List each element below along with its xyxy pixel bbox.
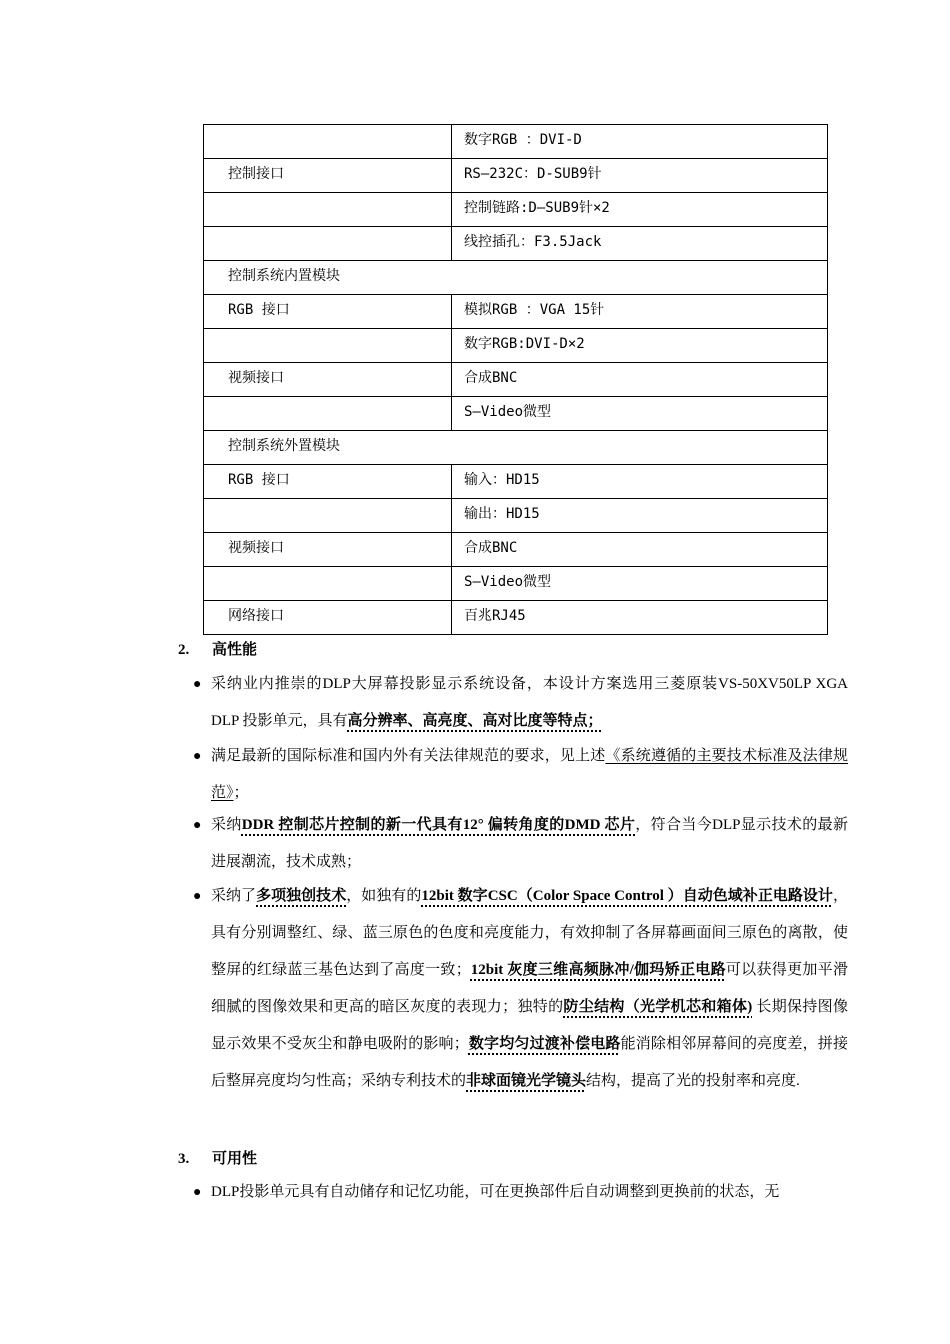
table-row xyxy=(204,601,828,635)
section-title: 高性能 xyxy=(212,640,258,658)
bullet-text: DLP投影单元具有自动储存和记忆功能，可在更换部件后自动调整到更换前的状态，无 xyxy=(211,1184,780,1200)
bullet-text: 可以获得更加平滑细腻的图像效果和更高的暗区灰度的表现力；独特的 xyxy=(211,962,848,1015)
table-cell-label xyxy=(204,567,452,601)
bullet-text: 采纳 xyxy=(211,817,242,833)
table-cell-value: RS—232C：D-SUB9针 xyxy=(452,159,828,193)
bullet-item xyxy=(193,666,848,740)
table-cell-label xyxy=(204,329,452,363)
table-row xyxy=(204,397,828,431)
table-cell-label xyxy=(204,125,452,159)
table-cell-value: 输出：HD15 xyxy=(452,499,828,533)
emphasis-text: 12bit 数字CSC（Color Space Control ）自动色域补正电路设计 xyxy=(421,888,833,904)
table-cell-value: 线控插孔：F3.5Jack xyxy=(452,227,828,261)
table-section-title: 控制系统内置模块 xyxy=(204,261,828,295)
table-section-row xyxy=(204,261,828,295)
table-row xyxy=(204,363,828,397)
table-row xyxy=(204,193,828,227)
table-row xyxy=(204,499,828,533)
emphasis-text: DDR 控制芯片控制的新一代具有12° 偏转角度的DMD 芯片 xyxy=(241,817,636,833)
table-cell-value: 输入：HD15 xyxy=(452,465,828,499)
table-cell-label xyxy=(204,193,452,227)
table-row xyxy=(204,295,828,329)
section-number: 2. xyxy=(178,642,190,658)
interface-spec-table xyxy=(203,124,828,635)
bullet-text: ； xyxy=(233,785,249,801)
table-cell-value: 数字RGB ：DVI-D xyxy=(452,125,828,159)
table-cell-value: 控制链路:D—SUB9针×2 xyxy=(452,193,828,227)
table-cell-value: 模拟RGB ：VGA 15针 xyxy=(452,295,828,329)
table-cell-label xyxy=(204,499,452,533)
bullet-item xyxy=(193,807,848,881)
bullet-dot-icon: ● xyxy=(193,889,202,904)
emphasis-text: 多项独创技术 xyxy=(256,888,347,904)
table-cell-label: 控制接口 xyxy=(204,159,452,193)
bullet-text: 长期保持图像显示效果不受灰尘和静电吸附的影响； xyxy=(211,999,848,1052)
emphasis-text: 防尘结构（光学机芯和箱体) xyxy=(563,999,753,1015)
table-row xyxy=(204,567,828,601)
section-heading-performance xyxy=(178,637,257,662)
section-heading-availability xyxy=(178,1146,257,1171)
table-cell-label: RGB 接口 xyxy=(204,465,452,499)
table-cell-value: 数字RGB:DVI-D×2 xyxy=(452,329,828,363)
bullet-item xyxy=(193,878,848,1100)
bullet-text: ，如独有的 xyxy=(346,888,422,904)
table-row xyxy=(204,159,828,193)
bullet-dot-icon: ● xyxy=(193,749,202,764)
reference-link[interactable]: 《系统遵循的主要技术标准及法律规范》 xyxy=(211,748,848,801)
table-cell-value: 合成BNC xyxy=(452,363,828,397)
section-title: 可用性 xyxy=(212,1149,258,1167)
table-section-row xyxy=(204,431,828,465)
section-number: 3. xyxy=(178,1151,190,1167)
table-cell-label: RGB 接口 xyxy=(204,295,452,329)
table-cell-label: 网络接口 xyxy=(204,601,452,635)
emphasis-text: 高分辨率、高亮度、高对比度等特点； xyxy=(347,713,603,729)
table-row xyxy=(204,125,828,159)
bullet-dot-icon: ● xyxy=(193,818,202,833)
table-cell-label: 视频接口 xyxy=(204,533,452,567)
bullet-text: 采纳了 xyxy=(211,888,257,904)
table-row xyxy=(204,227,828,261)
bullet-item xyxy=(193,1174,848,1211)
bullet-text: ，具有分别调整红、绿、蓝三原色的色度和亮度能力，有效抑制了各屏幕画面间三原色的离散，使整屏的红绿蓝三基色达到了高度一致； xyxy=(211,888,848,978)
table-section-title: 控制系统外置模块 xyxy=(204,431,828,465)
emphasis-text: 非球面镜光学镜头 xyxy=(466,1073,587,1089)
table-cell-label xyxy=(204,397,452,431)
bullet-text: 结构，提高了光的投射率和亮度. xyxy=(586,1073,800,1089)
table-cell-value: S—Video微型 xyxy=(452,567,828,601)
table-row xyxy=(204,329,828,363)
bullet-text: 采纳业内推崇的DLP大屏幕投影显示系统设备，本设计方案选用三菱原装VS-50XV50LP XGA DLP 投影单元，具有 xyxy=(211,676,848,729)
bullet-text: 能消除相邻屏幕间的亮度差，拼接后整屏亮度均匀性高；采纳专利技术的 xyxy=(211,1036,848,1089)
emphasis-text: 12bit 灰度三维高频脉冲/伽玛矫正电路 xyxy=(470,962,726,978)
table-cell-value: 合成BNC xyxy=(452,533,828,567)
bullet-text: ，符合当今DLP显示技术的最新进展潮流，技术成熟； xyxy=(211,817,848,870)
table-cell-value: S—Video微型 xyxy=(452,397,828,431)
table-cell-value: 百兆RJ45 xyxy=(452,601,828,635)
table-row xyxy=(204,533,828,567)
table-cell-label: 视频接口 xyxy=(204,363,452,397)
bullet-dot-icon: ● xyxy=(193,1185,202,1200)
bullet-dot-icon: ● xyxy=(193,677,202,692)
bullet-text: 满足最新的国际标准和国内外有关法律规范的要求，见上述 xyxy=(211,748,606,764)
emphasis-text: 数字均匀过渡补偿电路 xyxy=(468,1036,621,1052)
bullet-item xyxy=(193,738,848,812)
table-cell-label xyxy=(204,227,452,261)
table-row xyxy=(204,465,828,499)
